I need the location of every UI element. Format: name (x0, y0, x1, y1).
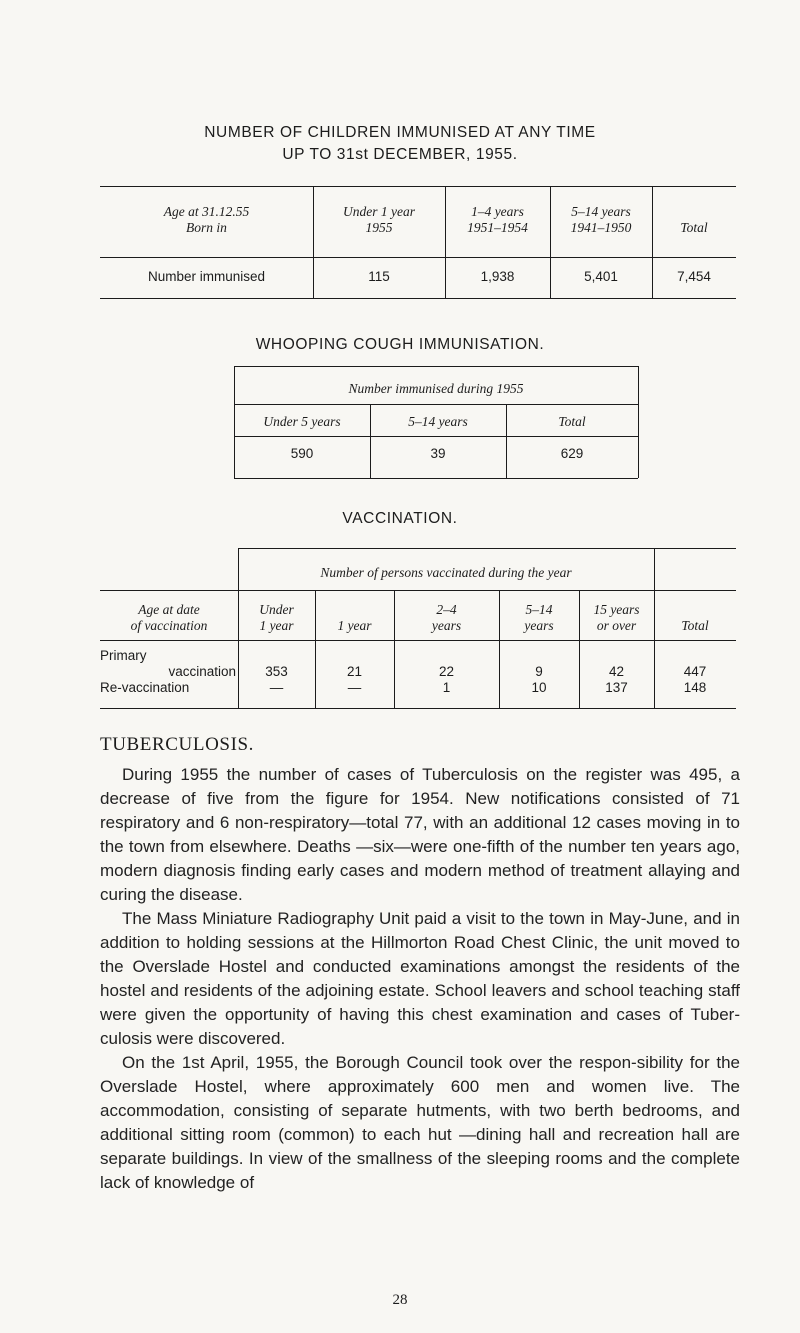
vacc-primary-1year: 21 (346, 664, 363, 679)
table1-header-1to4: 1–4 years 1951–1954 (467, 204, 528, 235)
vacc-primary-total: 447 (683, 664, 707, 679)
vacc-header-15plus: 15 years or over (593, 602, 640, 633)
whooping-value-5to14: 39 (430, 446, 446, 461)
table1-header-5to14: 5–14 years 1941–1950 (570, 204, 632, 235)
title-line-1: NUMBER OF CHILDREN IMMUNISED AT ANY TIME (204, 124, 596, 141)
vacc-bottom-rule (100, 708, 736, 709)
vacc-col-rule (100, 640, 736, 641)
table1-header-rule (100, 257, 736, 258)
tb-paragraph-1: During 1955 the number of cases of Tuberculosis on the register was 495, a decrease of five from the figure for 1954. New notifications consisted of 71 respiratory and 6 non-respiratory—total 77, with an additional 12 cases moving in to the town from elsewhere. Deaths —six—were one-fifth of the number ten years ago, modern diagnosis finding early cases and modern method of treatment allaying and curing the disease. (100, 765, 740, 904)
table1-header-age: Age at 31.12.55 Born in (163, 204, 250, 235)
vacc-top-rule (238, 548, 736, 549)
table1-bottom-rule (100, 298, 736, 299)
vacc-revacc-5to14: 10 (531, 680, 547, 695)
vacc-revacc-1year: — (347, 680, 362, 695)
vaccination-title: VACCINATION. (342, 510, 458, 527)
vacc-revacc-under1: — (269, 680, 284, 695)
tuberculosis-body (100, 763, 740, 1195)
vacc-header-under1: Under 1 year (259, 602, 294, 633)
table1-header-under1: Under 1 year 1955 (343, 204, 415, 235)
vacc-primary-2to4: 22 (438, 664, 455, 679)
vacc-revacc-total: 148 (683, 680, 707, 695)
table1-top-rule (100, 186, 736, 187)
vacc-header-rule (100, 590, 736, 591)
tb-paragraph-2: The Mass Miniature Radiography Unit paid a visit to the town in May-June, and in addition to holding sessions at the Hillmorton Road Chest Clinic, the unit moved to the Overslade Hostel and conducted examinations amongst the residents of the hostel and residents of the adjoining estate. School leavers and school teaching staff were given the opportunity of having this chest examination and cases of Tuber-culosis were discovered. (100, 909, 740, 1048)
whooping-header-rule (234, 404, 638, 405)
whooping-value-under5: 590 (290, 446, 314, 461)
vacc-header-1year: 1 year (337, 618, 372, 633)
table1-value-5to14: 5,401 (584, 269, 618, 284)
vacc-header-2to4: 2–4 years (431, 602, 462, 633)
whooping-span-header: Number immunised during 1955 (348, 381, 524, 396)
table1-header-total: Total (680, 220, 708, 235)
title-line-2: UP TO 31st DECEMBER, 1955. (282, 146, 518, 163)
vacc-row-primary-label: Primary vaccination (100, 648, 236, 679)
vacc-primary-15plus: 42 (608, 664, 625, 679)
whooping-value-total: 629 (560, 446, 584, 461)
page-title (0, 124, 800, 164)
vacc-row-revacc-label: Re-vaccination (100, 680, 190, 695)
whooping-right-rule (638, 366, 639, 478)
table1-value-1to4: 1,938 (480, 269, 515, 284)
table1-value-total: 7,454 (677, 269, 711, 284)
whooping-header-total: Total (558, 414, 586, 429)
whooping-header-5to14: 5–14 years (408, 414, 468, 429)
tb-paragraph-3: On the 1st April, 1955, the Borough Council took over the respon-sibility for the Overslade Hostel, where approximately 600 men and women live. The accommodation, consisting of separate hutments, with two berth bedrooms, and additional sitting room (common) to each hut —dining hall and recreation hall are separate buildings. In view of the smallness of the sleeping rooms and the complete lack of knowledge of (100, 1053, 740, 1192)
table1-row-label: Number immunised (147, 269, 266, 284)
whooping-title: WHOOPING COUGH IMMUNISATION. (255, 336, 545, 353)
whooping-header-under5: Under 5 years (263, 414, 341, 429)
whooping-bottom-rule (234, 478, 638, 479)
vacc-revacc-15plus: 137 (605, 680, 628, 695)
whooping-top-rule (234, 366, 638, 367)
vacc-revacc-2to4: 1 (442, 680, 451, 695)
page-number: 28 (392, 1292, 408, 1308)
vacc-header-total: Total (681, 618, 709, 633)
vacc-primary-under1: 353 (265, 664, 288, 679)
vacc-header-5to14: 5–14 years (524, 602, 554, 633)
table1-value-under1: 115 (368, 269, 390, 284)
vacc-primary-5to14: 9 (535, 664, 543, 679)
tuberculosis-heading: TUBERCULOSIS. (100, 734, 255, 755)
vacc-span-header: Number of persons vaccinated during the year (320, 565, 572, 580)
whooping-col-rule (234, 436, 638, 437)
vacc-header-age: Age at date of vaccination (130, 602, 208, 633)
